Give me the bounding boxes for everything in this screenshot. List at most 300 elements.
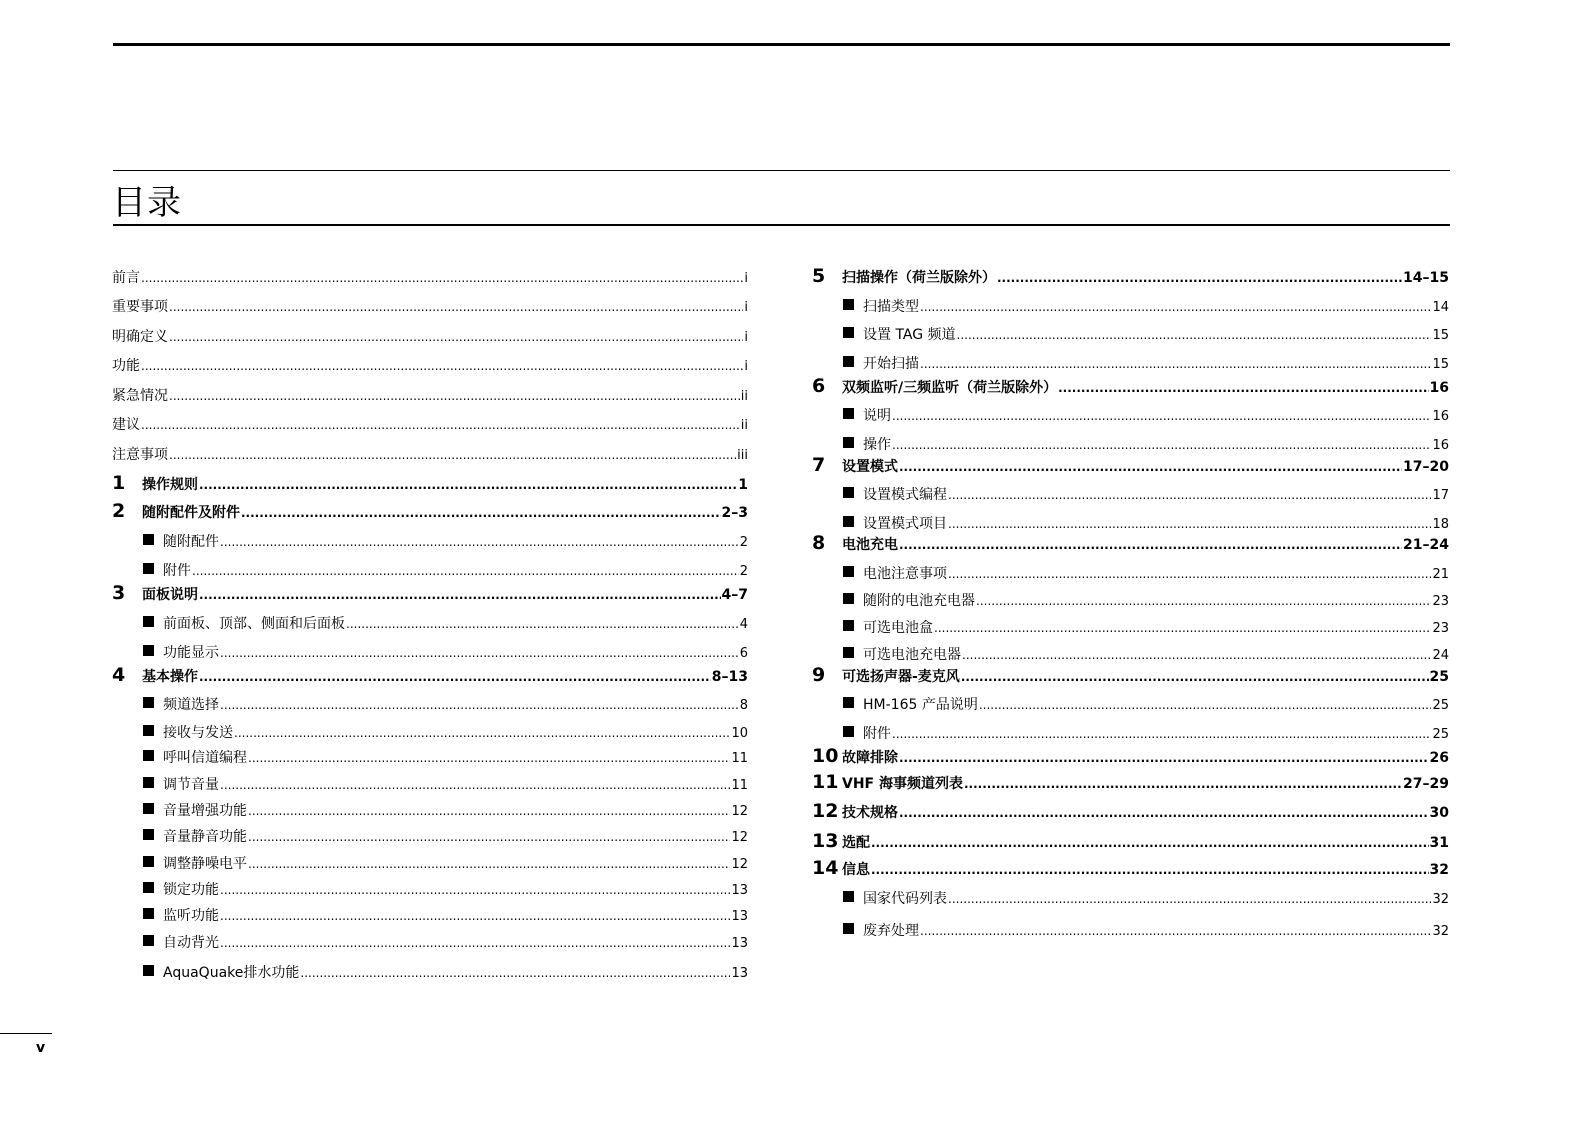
entry-label: 操作规则 bbox=[142, 477, 198, 493]
entry-label: 频道选择 bbox=[163, 697, 219, 713]
toc-chapter-entry[interactable] bbox=[812, 532, 1449, 554]
toc-sub-entry[interactable] bbox=[812, 294, 1449, 316]
square-bullet-icon bbox=[843, 923, 854, 934]
square-bullet-icon bbox=[143, 829, 154, 840]
entry-page-number: 32 bbox=[1432, 892, 1449, 907]
square-bullet-icon bbox=[143, 616, 154, 627]
toc-row bbox=[112, 326, 748, 346]
entry-page-number: 26 bbox=[1429, 750, 1449, 766]
dot-leader bbox=[220, 883, 730, 897]
toc-row bbox=[812, 771, 1449, 793]
entry-page-number: 13 bbox=[731, 966, 748, 981]
toc-row bbox=[112, 962, 748, 982]
dot-leader bbox=[871, 836, 1429, 850]
toc-sub-entry[interactable] bbox=[112, 692, 748, 714]
toc-row bbox=[812, 532, 1449, 554]
entry-label: 监听功能 bbox=[163, 908, 219, 924]
entry-label: 设置 TAG 频道 bbox=[863, 327, 956, 343]
entry-page-number: 2–3 bbox=[721, 505, 748, 521]
dot-leader bbox=[962, 648, 1431, 662]
toc-sub-entry[interactable] bbox=[112, 745, 748, 767]
square-bullet-icon bbox=[843, 647, 854, 658]
dot-leader bbox=[1058, 381, 1428, 395]
dot-leader bbox=[979, 698, 1432, 712]
toc-sub-entry[interactable] bbox=[812, 351, 1449, 373]
toc-sub-entry[interactable] bbox=[812, 642, 1449, 664]
toc-sub-entry[interactable] bbox=[812, 692, 1449, 714]
entry-page-number: 13 bbox=[731, 909, 748, 924]
entry-page-number: 6 bbox=[739, 646, 748, 661]
toc-row bbox=[112, 385, 748, 405]
entry-label: 建议 bbox=[112, 417, 140, 433]
entry-page-number: 18 bbox=[1432, 517, 1449, 532]
entry-page-number: 10 bbox=[731, 726, 748, 741]
toc-sub-entry[interactable] bbox=[112, 558, 748, 580]
entry-label: 面板说明 bbox=[142, 587, 198, 603]
entry-page-number: 1 bbox=[738, 477, 748, 493]
entry-label: 明确定义 bbox=[112, 329, 168, 345]
dot-leader bbox=[169, 389, 740, 403]
dot-leader bbox=[199, 588, 721, 602]
dot-leader bbox=[169, 448, 736, 462]
entry-label: 设置模式编程 bbox=[863, 487, 947, 503]
entry-page-number: 11 bbox=[731, 751, 748, 766]
toc-row bbox=[112, 664, 748, 686]
entry-label: 随附配件及附件 bbox=[142, 505, 240, 521]
dot-leader bbox=[920, 357, 1431, 371]
dot-leader bbox=[199, 670, 711, 684]
entry-label: 设置模式项目 bbox=[863, 516, 947, 532]
square-bullet-icon bbox=[843, 408, 854, 419]
entry-label: 基本操作 bbox=[142, 669, 198, 685]
entry-page-number: i bbox=[744, 271, 748, 286]
dot-leader bbox=[899, 538, 1402, 552]
square-bullet-icon bbox=[143, 803, 154, 814]
toc-sub-entry[interactable] bbox=[112, 824, 748, 846]
toc-row bbox=[812, 723, 1449, 743]
entry-label: HM-165 产品说明 bbox=[863, 697, 978, 713]
toc-sub-entry[interactable] bbox=[812, 615, 1449, 637]
toc-sub-entry[interactable] bbox=[112, 529, 748, 551]
square-bullet-icon bbox=[843, 726, 854, 737]
square-bullet-icon bbox=[143, 965, 154, 976]
toc-entry[interactable] bbox=[112, 442, 748, 464]
square-bullet-icon bbox=[143, 697, 154, 708]
entry-page-number: 8–13 bbox=[711, 669, 748, 685]
toc-row bbox=[812, 353, 1449, 373]
entry-page-number: 25 bbox=[1432, 698, 1449, 713]
dot-leader bbox=[220, 778, 730, 792]
toc-row bbox=[812, 617, 1449, 637]
dot-leader bbox=[892, 438, 1431, 452]
entry-page-number: 23 bbox=[1432, 594, 1449, 609]
toc-row bbox=[112, 879, 748, 899]
entry-page-number: 8 bbox=[739, 698, 748, 713]
dot-leader bbox=[871, 863, 1429, 877]
dot-leader bbox=[248, 830, 730, 844]
entry-label: AquaQuake排水功能 bbox=[163, 965, 300, 981]
toc-chapter-entry[interactable] bbox=[112, 582, 748, 604]
toc-chapter-entry[interactable] bbox=[812, 664, 1449, 686]
chapter-number: 2 bbox=[112, 500, 126, 522]
square-bullet-icon bbox=[143, 645, 154, 656]
toc-chapter-entry[interactable] bbox=[812, 830, 1449, 852]
toc-row bbox=[812, 324, 1449, 344]
entry-page-number: 2 bbox=[739, 564, 748, 579]
toc-chapter-entry[interactable] bbox=[112, 664, 748, 686]
toc-row bbox=[112, 582, 748, 604]
entry-page-number: i bbox=[744, 330, 748, 345]
square-bullet-icon bbox=[843, 437, 854, 448]
entry-page-number: i bbox=[744, 300, 748, 315]
entry-label: 扫描操作（荷兰版除外） bbox=[842, 270, 996, 286]
dot-leader bbox=[141, 359, 743, 373]
toc-sub-entry[interactable] bbox=[812, 721, 1449, 743]
entry-label: 音量静音功能 bbox=[163, 829, 247, 845]
square-bullet-icon bbox=[143, 563, 154, 574]
entry-page-number: 4–7 bbox=[721, 587, 748, 603]
entry-label: 音量增强功能 bbox=[163, 803, 247, 819]
toc-sub-entry[interactable] bbox=[812, 886, 1449, 908]
entry-page-number: 30 bbox=[1429, 805, 1449, 821]
entry-label: 调整静噪电平 bbox=[163, 856, 247, 872]
entry-label: 国家代码列表 bbox=[863, 891, 947, 907]
toc-entry[interactable] bbox=[112, 294, 748, 316]
dot-leader bbox=[192, 564, 739, 578]
toc-right-column bbox=[812, 0, 1449, 1000]
entry-page-number: 16 bbox=[1429, 380, 1449, 396]
entry-page-number: 15 bbox=[1432, 328, 1449, 343]
toc-chapter-entry[interactable] bbox=[112, 472, 748, 494]
dot-leader bbox=[920, 924, 1431, 938]
chapter-number: 3 bbox=[112, 582, 126, 604]
toc-row bbox=[812, 830, 1449, 852]
entry-page-number: 13 bbox=[731, 936, 748, 951]
entry-page-number: 27–29 bbox=[1403, 776, 1449, 792]
entry-label: 电池充电 bbox=[842, 537, 898, 553]
dot-leader bbox=[141, 418, 740, 432]
dot-leader bbox=[976, 594, 1431, 608]
toc-row bbox=[812, 694, 1449, 714]
chapter-number: 1 bbox=[112, 472, 126, 494]
entry-page-number: 13 bbox=[731, 883, 748, 898]
toc-row bbox=[112, 905, 748, 925]
entry-page-number: 25 bbox=[1432, 727, 1449, 742]
entry-label: 开始扫描 bbox=[863, 356, 919, 372]
entry-label: 注意事项 bbox=[112, 447, 168, 463]
dot-leader bbox=[964, 777, 1402, 791]
entry-page-number: 31 bbox=[1429, 835, 1449, 851]
square-bullet-icon bbox=[143, 534, 154, 545]
dot-leader bbox=[346, 617, 739, 631]
toc-row bbox=[112, 472, 748, 494]
entry-label: 废弃处理 bbox=[863, 923, 919, 939]
dot-leader bbox=[220, 646, 739, 660]
toc-row bbox=[812, 888, 1449, 908]
toc-row bbox=[812, 405, 1449, 425]
entry-page-number: 14–15 bbox=[1403, 270, 1449, 286]
dot-leader bbox=[248, 857, 730, 871]
dot-leader bbox=[934, 621, 1431, 635]
entry-label: 呼叫信道编程 bbox=[163, 750, 247, 766]
entry-label: 自动背光 bbox=[163, 935, 219, 951]
dot-leader bbox=[220, 698, 739, 712]
toc-row bbox=[812, 857, 1449, 879]
chapter-number: 5 bbox=[812, 265, 826, 287]
toc-sub-entry[interactable] bbox=[112, 640, 748, 662]
toc-chapter-entry[interactable] bbox=[812, 454, 1449, 476]
entry-page-number: 17–20 bbox=[1403, 459, 1449, 475]
square-bullet-icon bbox=[843, 299, 854, 310]
chapter-number: 12 bbox=[812, 800, 839, 822]
dot-leader bbox=[957, 328, 1432, 342]
entry-page-number: 14 bbox=[1432, 300, 1449, 315]
chapter-number: 8 bbox=[812, 532, 826, 554]
toc-chapter-entry[interactable] bbox=[812, 375, 1449, 397]
entry-label: 可选电池盒 bbox=[863, 620, 933, 636]
entry-page-number: 32 bbox=[1429, 862, 1449, 878]
dot-leader bbox=[948, 567, 1431, 581]
entry-page-number: 12 bbox=[731, 804, 748, 819]
toc-entry[interactable] bbox=[112, 383, 748, 405]
toc-row bbox=[112, 414, 748, 434]
toc-sub-entry[interactable] bbox=[112, 772, 748, 794]
chapter-number: 14 bbox=[812, 857, 839, 879]
square-bullet-icon bbox=[843, 487, 854, 498]
chapter-number: 4 bbox=[112, 664, 126, 686]
toc-row bbox=[112, 355, 748, 375]
dot-leader bbox=[241, 506, 721, 520]
entry-page-number: 23 bbox=[1432, 621, 1449, 636]
square-bullet-icon bbox=[143, 750, 154, 761]
entry-label: 随附配件 bbox=[163, 534, 219, 550]
toc-row bbox=[812, 745, 1449, 767]
toc-row bbox=[112, 560, 748, 580]
entry-label: 重要事项 bbox=[112, 299, 168, 315]
square-bullet-icon bbox=[843, 891, 854, 902]
entry-label: 可选扬声器-麦克风 bbox=[842, 669, 960, 685]
chapter-number: 10 bbox=[812, 745, 839, 767]
entry-page-number: 11 bbox=[731, 778, 748, 793]
square-bullet-icon bbox=[143, 777, 154, 788]
toc-chapter-entry[interactable] bbox=[112, 500, 748, 522]
entry-page-number: 24 bbox=[1432, 648, 1449, 663]
chapter-number: 9 bbox=[812, 664, 826, 686]
entry-label: 扫描类型 bbox=[863, 299, 919, 315]
entry-label: 附件 bbox=[863, 726, 891, 742]
entry-page-number: 32 bbox=[1432, 924, 1449, 939]
toc-entry[interactable] bbox=[112, 353, 748, 375]
dot-leader bbox=[948, 892, 1431, 906]
toc-chapter-entry[interactable] bbox=[812, 771, 1449, 793]
toc-sub-entry[interactable] bbox=[112, 720, 748, 742]
square-bullet-icon bbox=[843, 327, 854, 338]
square-bullet-icon bbox=[143, 908, 154, 919]
entry-label: 说明 bbox=[863, 408, 891, 424]
dot-leader bbox=[220, 909, 730, 923]
entry-label: 设置模式 bbox=[842, 459, 898, 475]
dot-leader bbox=[948, 488, 1431, 502]
entry-page-number: 21 bbox=[1432, 567, 1449, 582]
toc-sub-entry[interactable] bbox=[812, 482, 1449, 504]
entry-page-number: i bbox=[744, 359, 748, 374]
entry-label: 接收与发送 bbox=[163, 725, 233, 741]
toc-sub-entry[interactable] bbox=[812, 322, 1449, 344]
toc-row bbox=[112, 642, 748, 662]
toc-row bbox=[812, 484, 1449, 504]
toc-row bbox=[112, 774, 748, 794]
toc-row bbox=[812, 434, 1449, 454]
square-bullet-icon bbox=[843, 697, 854, 708]
dot-leader bbox=[899, 460, 1402, 474]
entry-label: 技术规格 bbox=[842, 805, 898, 821]
toc-sub-entry[interactable] bbox=[112, 798, 748, 820]
toc-chapter-entry[interactable] bbox=[812, 857, 1449, 879]
dot-leader bbox=[892, 727, 1431, 741]
dot-leader bbox=[961, 670, 1429, 684]
entry-page-number: 4 bbox=[739, 617, 748, 632]
toc-entry[interactable] bbox=[112, 265, 748, 287]
toc-row bbox=[112, 296, 748, 316]
toc-entry[interactable] bbox=[112, 412, 748, 434]
entry-label: 选配 bbox=[842, 835, 870, 851]
toc-row bbox=[112, 747, 748, 767]
dot-leader bbox=[234, 726, 730, 740]
toc-row bbox=[812, 590, 1449, 610]
dot-leader bbox=[899, 806, 1429, 820]
toc-chapter-entry[interactable] bbox=[812, 745, 1449, 767]
chapter-number: 13 bbox=[812, 830, 839, 852]
entry-label: 前言 bbox=[112, 270, 140, 286]
entry-page-number: 12 bbox=[731, 830, 748, 845]
dot-leader bbox=[920, 300, 1431, 314]
dot-leader bbox=[248, 751, 730, 765]
entry-label: 信息 bbox=[842, 862, 870, 878]
chapter-number: 11 bbox=[812, 771, 839, 793]
toc-row bbox=[112, 267, 748, 287]
toc-row bbox=[812, 296, 1449, 316]
entry-page-number: 21–24 bbox=[1403, 537, 1449, 553]
square-bullet-icon bbox=[143, 856, 154, 867]
folio-rule bbox=[0, 1033, 52, 1034]
toc-row bbox=[112, 613, 748, 633]
entry-page-number: 2 bbox=[739, 535, 748, 550]
dot-leader bbox=[248, 804, 730, 818]
square-bullet-icon bbox=[143, 725, 154, 736]
toc-row bbox=[812, 454, 1449, 476]
dot-leader bbox=[997, 271, 1402, 285]
toc-sub-entry[interactable] bbox=[112, 877, 748, 899]
entry-page-number: 17 bbox=[1432, 488, 1449, 503]
page-title: 目录 bbox=[112, 183, 182, 223]
entry-label: 操作 bbox=[863, 437, 891, 453]
toc-sub-entry[interactable] bbox=[112, 611, 748, 633]
toc-row bbox=[112, 531, 748, 551]
toc-sub-entry[interactable] bbox=[812, 561, 1449, 583]
entry-label: 附件 bbox=[163, 563, 191, 579]
toc-chapter-entry[interactable] bbox=[812, 265, 1449, 287]
toc-row bbox=[812, 375, 1449, 397]
toc-sub-entry[interactable] bbox=[812, 403, 1449, 425]
entry-label: 调节音量 bbox=[163, 777, 219, 793]
entry-label: 功能显示 bbox=[163, 645, 219, 661]
toc-row bbox=[812, 664, 1449, 686]
toc-row bbox=[812, 644, 1449, 664]
entry-label: 故障排除 bbox=[842, 750, 898, 766]
entry-page-number: iii bbox=[737, 448, 748, 463]
square-bullet-icon bbox=[143, 882, 154, 893]
toc-sub-entry[interactable] bbox=[812, 588, 1449, 610]
dot-leader bbox=[948, 517, 1431, 531]
toc-row bbox=[112, 932, 748, 952]
chapter-number: 6 bbox=[812, 375, 826, 397]
toc-sub-entry[interactable] bbox=[112, 930, 748, 952]
toc-sub-entry[interactable] bbox=[812, 511, 1449, 533]
entry-label: 前面板、顶部、侧面和后面板 bbox=[163, 616, 345, 632]
toc-chapter-entry[interactable] bbox=[812, 800, 1449, 822]
toc-sub-entry[interactable] bbox=[112, 903, 748, 925]
entry-page-number: 15 bbox=[1432, 357, 1449, 372]
entry-label: VHF 海事频道列表 bbox=[842, 776, 963, 792]
entry-page-number: 16 bbox=[1432, 409, 1449, 424]
square-bullet-icon bbox=[843, 566, 854, 577]
chapter-number: 7 bbox=[812, 454, 826, 476]
toc-sub-entry[interactable] bbox=[112, 851, 748, 873]
entry-page-number: 12 bbox=[731, 857, 748, 872]
entry-label: 可选电池充电器 bbox=[863, 647, 961, 663]
toc-row bbox=[112, 444, 748, 464]
entry-label: 紧急情况 bbox=[112, 388, 168, 404]
entry-page-number: 16 bbox=[1432, 438, 1449, 453]
toc-row bbox=[112, 800, 748, 820]
toc-row bbox=[812, 563, 1449, 583]
dot-leader bbox=[169, 330, 743, 344]
entry-label: 电池注意事项 bbox=[863, 566, 947, 582]
entry-label: 锁定功能 bbox=[163, 882, 219, 898]
entry-label: 随附的电池充电器 bbox=[863, 593, 975, 609]
toc-row bbox=[812, 920, 1449, 940]
dot-leader bbox=[169, 300, 743, 314]
toc-row bbox=[112, 722, 748, 742]
toc-left-column bbox=[112, 0, 748, 1000]
entry-label: 功能 bbox=[112, 358, 140, 374]
toc-sub-entry[interactable] bbox=[812, 432, 1449, 454]
dot-leader bbox=[220, 535, 739, 549]
dot-leader bbox=[892, 409, 1431, 423]
toc-row bbox=[112, 826, 748, 846]
toc-row bbox=[812, 265, 1449, 287]
toc-row bbox=[112, 694, 748, 714]
dot-leader bbox=[300, 966, 730, 980]
square-bullet-icon bbox=[843, 516, 854, 527]
square-bullet-icon bbox=[843, 620, 854, 631]
dot-leader bbox=[199, 478, 737, 492]
toc-sub-entry[interactable] bbox=[812, 918, 1449, 940]
dot-leader bbox=[141, 271, 743, 285]
entry-page-number: ii bbox=[740, 418, 748, 433]
toc-row bbox=[112, 500, 748, 522]
entry-page-number: 25 bbox=[1429, 669, 1449, 685]
dot-leader bbox=[220, 936, 730, 950]
square-bullet-icon bbox=[843, 356, 854, 367]
page-number: v bbox=[36, 1040, 46, 1056]
dot-leader bbox=[899, 751, 1429, 765]
square-bullet-icon bbox=[843, 593, 854, 604]
toc-sub-entry[interactable] bbox=[112, 960, 748, 982]
toc-row bbox=[112, 853, 748, 873]
entry-page-number: ii bbox=[740, 389, 748, 404]
toc-entry[interactable] bbox=[112, 324, 748, 346]
